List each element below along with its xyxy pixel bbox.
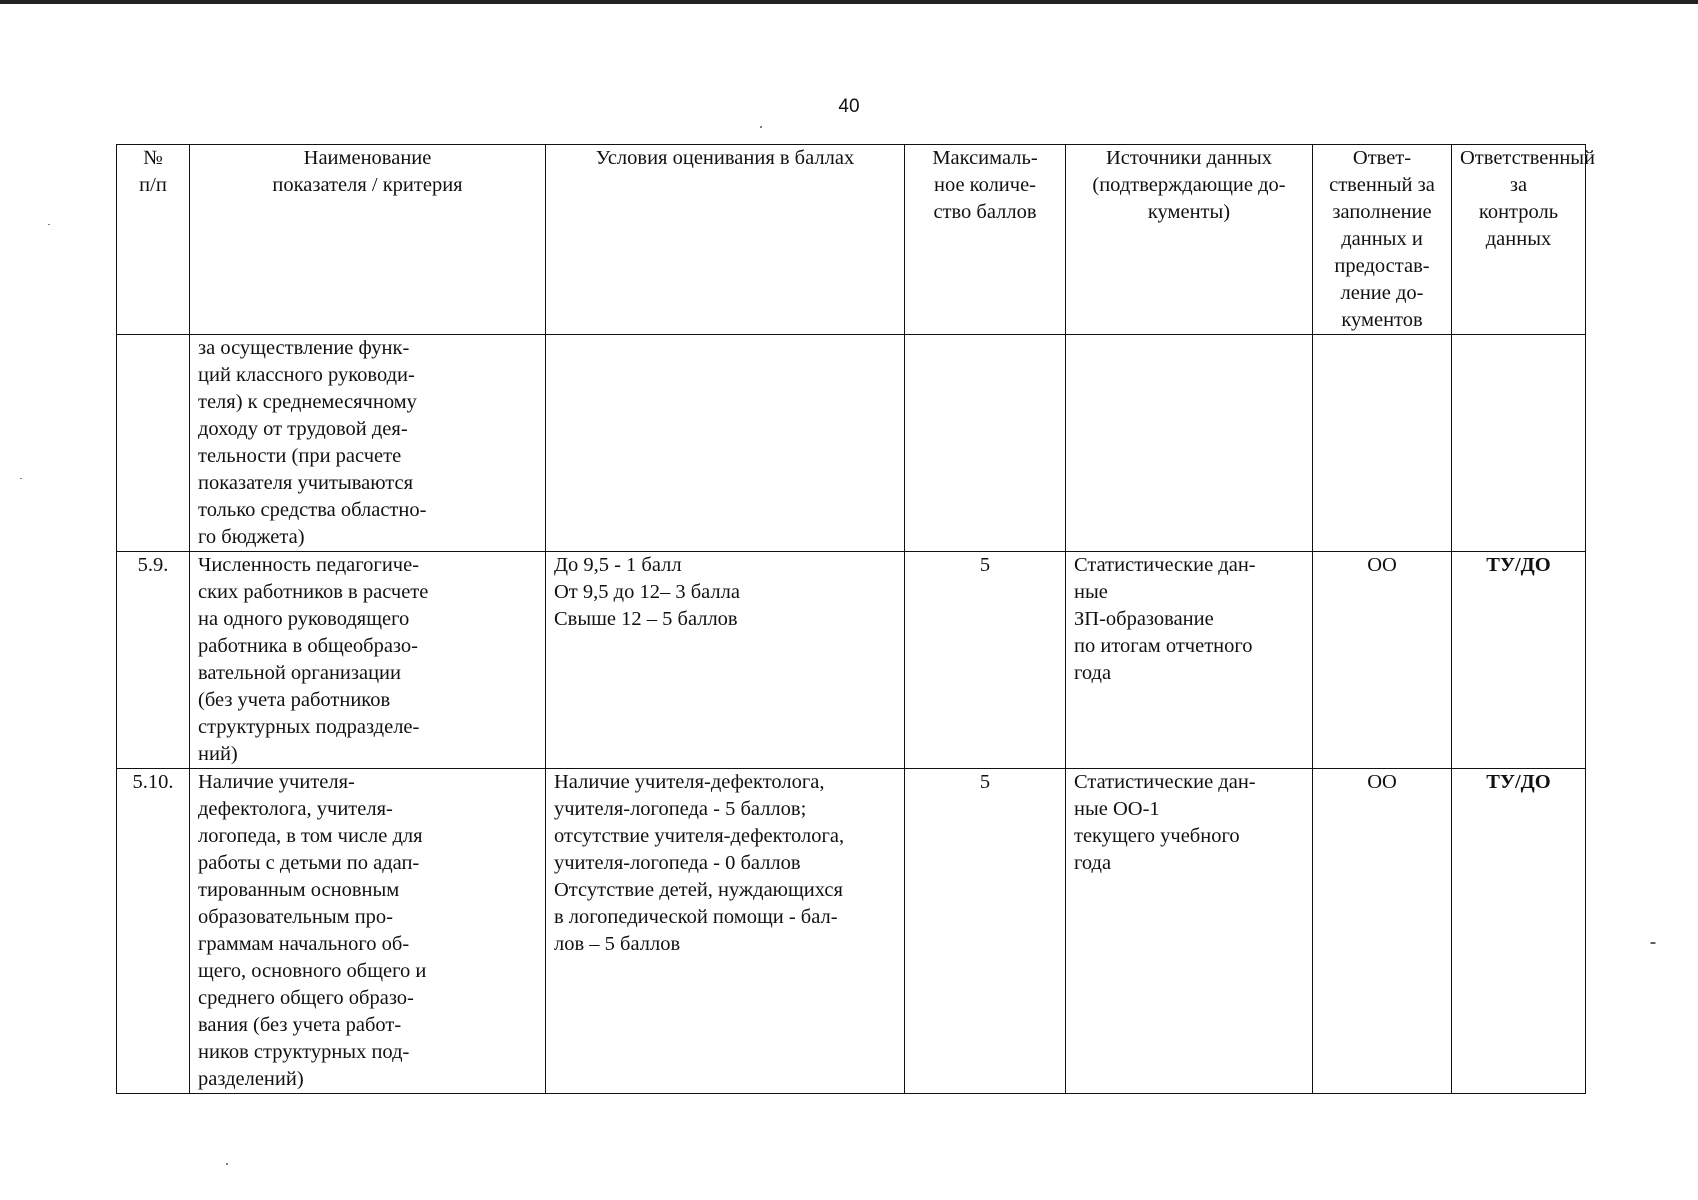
row-responsible-fill: ОО <box>1313 552 1452 769</box>
header-responsible-fill: Ответ- ственный за заполнение данных и предостав- ление до- кументов <box>1313 145 1452 335</box>
criteria-table <box>116 144 1596 1094</box>
row-responsible-fill: ОО <box>1313 769 1452 1094</box>
row-number: 5.10. <box>117 769 190 1094</box>
page-number: 40 <box>838 96 860 117</box>
row-data-sources: Статистические дан- ные ЗП-образование по итогам отчетного года <box>1066 552 1313 769</box>
header-conditions: Условия оценивания в баллах <box>546 145 905 335</box>
header-indicator-name: Наименование показателя / критерия <box>190 145 546 335</box>
header-max-score: Максималь- ное количе- ство баллов <box>905 145 1066 335</box>
row-conditions: Наличие учителя-дефектолога, учителя-логопеда - 5 баллов; отсутствие учителя-дефектолога, учителя-логопеда - 0 баллов Отсутствие детей, нуждающихся в логопедической помощи - бал- лов – 5 баллов <box>546 769 905 1094</box>
scan-speck <box>1650 942 1656 944</box>
header-data-sources: Источники данных (подтверждающие до- кументы) <box>1066 145 1313 335</box>
header-number: № п/п <box>117 145 190 335</box>
row-responsible-control: ТУ/ДО <box>1452 552 1586 769</box>
scan-top-border <box>0 0 1698 4</box>
table-row <box>117 335 1586 552</box>
row-indicator-name: за осуществление функ- ций классного руководи- теля) к среднемесячному доходу от трудовой дея- тельности (при расчете показателя учитываются только средства областно- го бюджета) <box>190 335 546 552</box>
row-max-score <box>905 335 1066 552</box>
row-responsible-fill <box>1313 335 1452 552</box>
row-number: 5.9. <box>117 552 190 769</box>
row-data-sources <box>1066 335 1313 552</box>
header-responsible-control: Ответственный за контроль данных <box>1452 145 1586 335</box>
scan-speck <box>20 478 22 479</box>
row-conditions: До 9,5 - 1 балл От 9,5 до 12– 3 балла Свыше 12 – 5 баллов <box>546 552 905 769</box>
row-max-score: 5 <box>905 769 1066 1094</box>
row-responsible-control <box>1452 335 1586 552</box>
scan-speck <box>226 1163 228 1165</box>
row-indicator-name: Численность педагогиче- ских работников в расчете на одного руководящего работника в общеобразо- вательной организации (без учета работников структурных подразделе- ний) <box>190 552 546 769</box>
row-conditions <box>546 335 905 552</box>
row-number <box>117 335 190 552</box>
row-responsible-control: ТУ/ДО <box>1452 769 1586 1094</box>
table-row <box>117 769 1586 1094</box>
table-row <box>117 552 1586 769</box>
table-header-row <box>117 145 1586 335</box>
row-data-sources: Статистические дан- ные ОО-1 текущего учебного года <box>1066 769 1313 1094</box>
scan-speck <box>760 126 762 128</box>
row-max-score: 5 <box>905 552 1066 769</box>
scan-speck <box>48 224 50 225</box>
row-indicator-name: Наличие учителя- дефектолога, учителя- логопеда, в том числе для работы с детьми по адап- тированным основным образовательным про- граммам начального об- щего, основного общего и среднего общего образо- вания (без учета работ- ников структурных под- разделений) <box>190 769 546 1094</box>
